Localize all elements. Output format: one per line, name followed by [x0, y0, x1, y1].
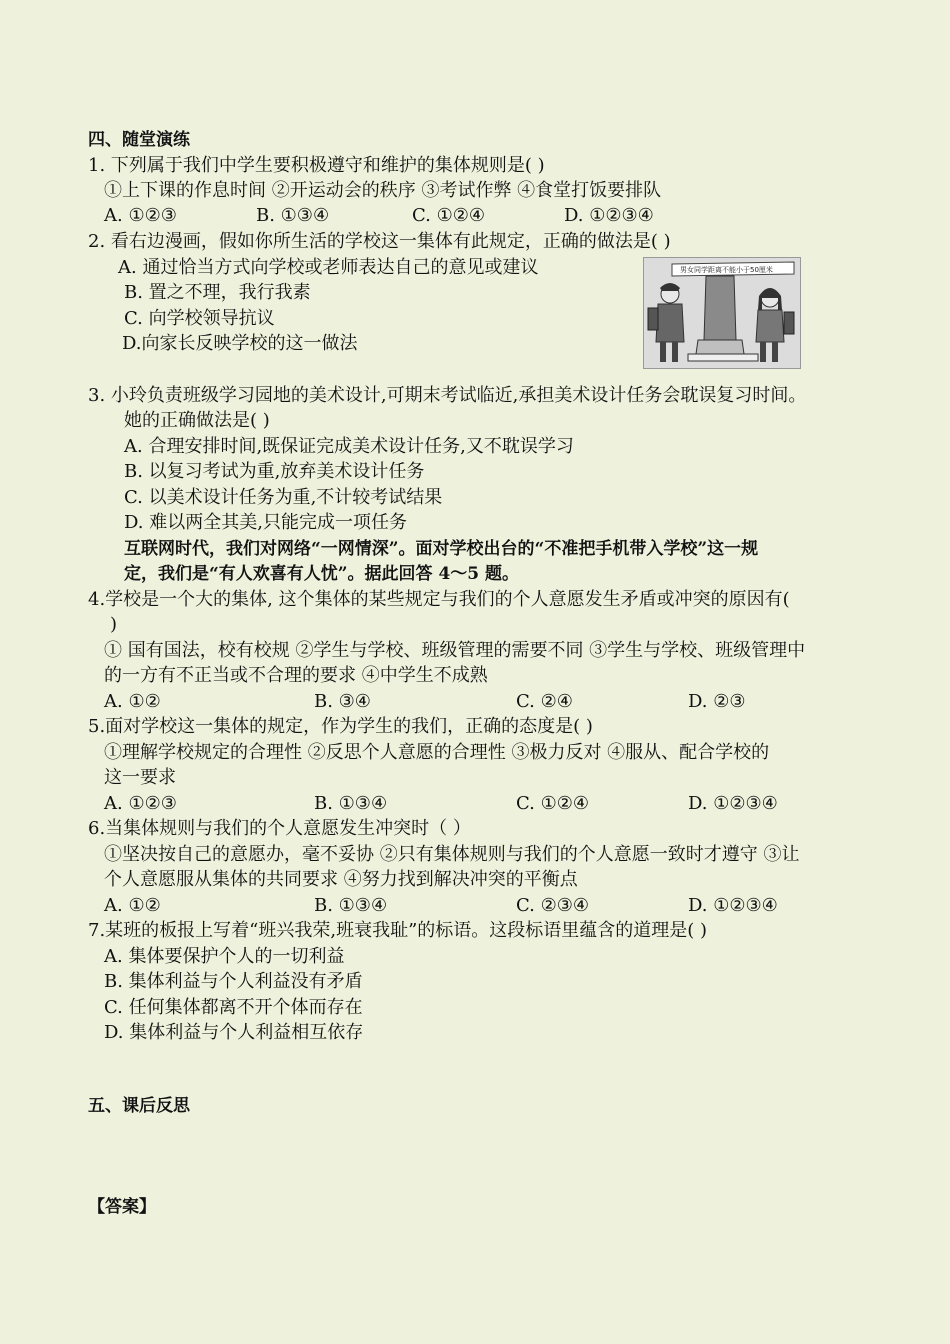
q5-option-b: B. ①③④ — [314, 793, 388, 814]
q4-option-b: B. ③④ — [314, 691, 371, 712]
material-line-1: 互联网时代，我们对网络“一网情深”。面对学校出台的“不准把手机带入学校”这一规 — [124, 539, 759, 559]
q2-stem: 2. 看右边漫画，假如你所生活的学校这一集体有此规定，正确的做法是( ) — [88, 231, 671, 252]
q7-option-d: D. 集体利益与个人利益相互依存 — [104, 1022, 364, 1043]
q2-option-c: C. 向学校领导抗议 — [124, 308, 275, 329]
material-line-2: 定，我们是“有人欢喜有人忧”。据此回答 4～5 题。 — [124, 564, 520, 584]
q3-option-a: A. 合理安排时间,既保证完成美术设计任务,又不耽误学习 — [124, 436, 574, 457]
q5-stem: 5.面对学校这一集体的规定，作为学生的我们，正确的态度是( ) — [88, 716, 593, 737]
q7-option-a: A. 集体要保护个人的一切利益 — [104, 946, 345, 967]
q4-option-d: D. ②③ — [688, 691, 746, 712]
q5-options — [104, 792, 824, 816]
q6-option-c: C. ②③④ — [516, 895, 589, 916]
q7-option-c: C. 任何集体都离不开个体而存在 — [104, 997, 363, 1018]
q6-items-line-2: 个人意愿服从集体的共同要求 ④努力找到解决冲突的平衡点 — [104, 869, 578, 890]
cartoon-image — [643, 257, 801, 369]
q6-option-a: A. ①② — [104, 895, 161, 916]
q1-option-d: D. ①②③④ — [564, 205, 654, 226]
cartoon-caption: 男女同学距离不能小于50厘米 — [680, 266, 773, 274]
q2-option-d: D.向家长反映学校的这一做法 — [122, 333, 358, 354]
q7-option-b: B. 集体利益与个人利益没有矛盾 — [104, 971, 363, 992]
q2-option-b: B. 置之不理，我行我素 — [124, 282, 311, 303]
q1-option-a: A. ①②③ — [104, 205, 177, 226]
q3-option-c: C. 以美术设计任务为重,不计较考试结果 — [124, 487, 443, 508]
q6-option-b: B. ①③④ — [314, 895, 388, 916]
q6-stem: 6.当集体规则与我们的个人意愿发生冲突时（ ） — [88, 818, 471, 839]
q5-items-line-1: ①理解学校规定的合理性 ②反思个人意愿的合理性 ③极力反对 ④服从、配合学校的 — [104, 742, 770, 763]
q5-option-c: C. ①②④ — [516, 793, 589, 814]
q5-items-line-2: 这一要求 — [104, 767, 176, 788]
section-4-heading: 四、随堂演练 — [88, 130, 190, 150]
q6-option-d: D. ①②③④ — [688, 895, 778, 916]
q7-stem: 7.某班的板报上写着“班兴我荣,班衰我耻”的标语。这段标语里蕴含的道理是( ) — [88, 920, 708, 941]
answer-heading: 【答案】 — [88, 1197, 156, 1217]
q6-options — [104, 894, 824, 918]
q1-options — [104, 204, 804, 228]
q4-options — [104, 690, 804, 714]
q4-stem-continued: ) — [110, 614, 118, 635]
q5-option-d: D. ①②③④ — [688, 793, 778, 814]
q1-stem: 1. 下列属于我们中学生要积极遵守和维护的集体规则是( ) — [88, 155, 545, 176]
cartoon-illustration — [644, 258, 800, 368]
q3-stem-continued: 她的正确做法是( ) — [124, 410, 270, 431]
q2-option-a: A. 通过恰当方式向学校或老师表达自己的意见或建议 — [118, 257, 539, 278]
q1-items: ①上下课的作息时间 ②开运动会的秩序 ③考试作弊 ④食堂打饭要排队 — [104, 180, 662, 201]
q4-items-line-2: 的一方有不正当或不合理的要求 ④中学生不成熟 — [104, 665, 488, 686]
q5-option-a: A. ①②③ — [104, 793, 177, 814]
section-5-heading: 五、课后反思 — [88, 1096, 190, 1116]
q3-option-d: D. 难以两全其美,只能完成一项任务 — [124, 512, 407, 533]
q4-option-c: C. ②④ — [516, 691, 573, 712]
q1-option-b: B. ①③④ — [256, 205, 330, 226]
q1-option-c: C. ①②④ — [412, 205, 485, 226]
q3-option-b: B. 以复习考试为重,放弃美术设计任务 — [124, 461, 425, 482]
q4-items-line-1: ① 国有国法，校有校规 ②学生与学校、班级管理的需要不同 ③学生与学校、班级管理中 — [104, 640, 806, 661]
q4-option-a: A. ①② — [104, 691, 161, 712]
q6-items-line-1: ①坚决按自己的意愿办，毫不妥协 ②只有集体规则与我们的个人意愿一致时才遵守 ③让 — [104, 844, 800, 865]
q3-stem: 3. 小玲负责班级学习园地的美术设计,可期末考试临近,承担美术设计任务会耽误复习时间。 — [88, 385, 807, 406]
q4-stem: 4.学校是一个大的集体, 这个集体的某些规定与我们的个人意愿发生矛盾或冲突的原因有( — [88, 589, 790, 610]
